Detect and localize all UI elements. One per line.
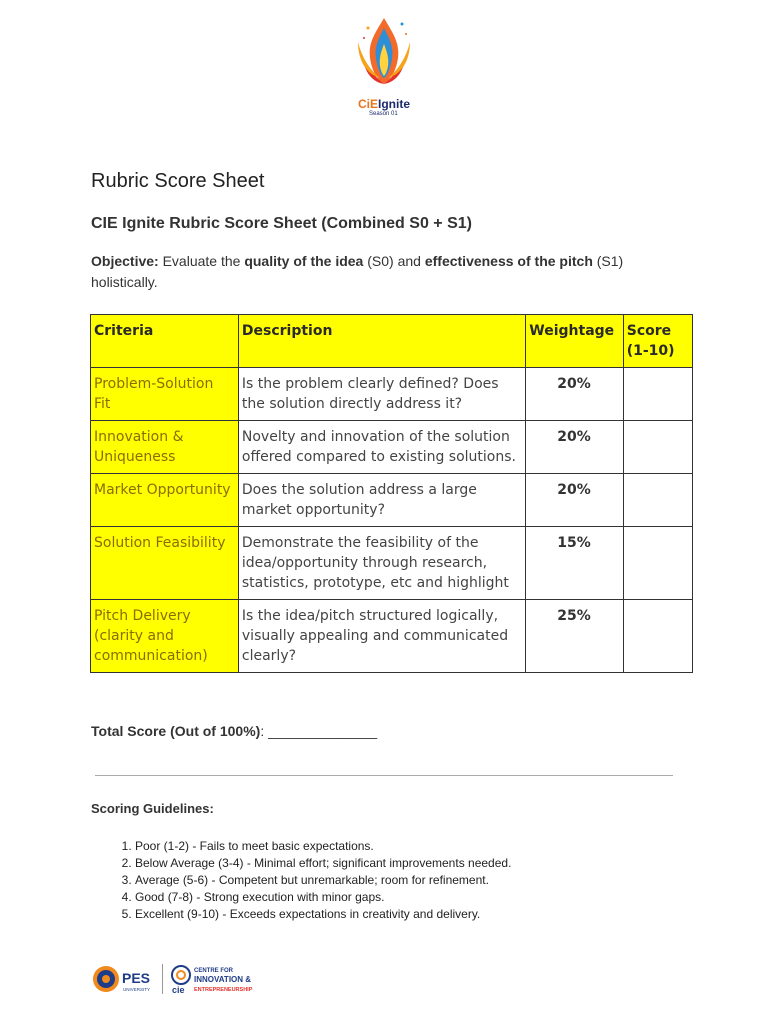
cie-mark: cie (172, 985, 185, 995)
list-item: 5. Excellent (9-10) - Exceeds expectations in creativity and delivery. (135, 906, 511, 923)
criteria-cell: Pitch Delivery (clarity and communication) (91, 600, 239, 673)
cie-line2: INNOVATION & (194, 975, 252, 984)
brand-season: Season 01 (369, 111, 398, 117)
criteria-cell: Market Opportunity (91, 474, 239, 527)
brand-name-part2: Ignite (378, 97, 411, 111)
objective-bold-2: effectiveness of the pitch (424, 253, 593, 269)
score-cell[interactable] (623, 368, 692, 421)
description-cell: Does the solution address a large market opportunity? (238, 474, 525, 527)
weightage-cell: 20% (526, 474, 623, 527)
description-cell: Is the idea/pitch structured logically, visually appealing and communicated clearly? (238, 600, 525, 673)
score-cell[interactable] (623, 474, 692, 527)
flame-icon (352, 14, 416, 94)
criteria-cell: Innovation & Uniqueness (91, 421, 239, 474)
objective-bold-1: quality of the idea (244, 253, 364, 269)
document-subtitle: CIE Ignite Rubric Score Sheet (Combined S0 + S1) (91, 215, 472, 232)
cie-line1: CENTRE FOR (194, 968, 233, 974)
description-cell: Is the problem clearly defined? Does the solution directly address it? (238, 368, 525, 421)
score-cell[interactable] (623, 527, 692, 600)
objective-text-1: Evaluate the (158, 253, 245, 269)
objective-paragraph (91, 251, 671, 293)
score-cell[interactable] (623, 421, 692, 474)
scoring-guidelines-title: Scoring Guidelines: (91, 801, 214, 816)
pes-sub: UNIVERSITY (123, 987, 151, 992)
header-description: Description (238, 315, 525, 368)
header-weightage: Weightage (526, 315, 623, 368)
total-score-label: Total Score (Out of 100%) (91, 723, 261, 739)
total-score-blank[interactable]: : ______________ (260, 723, 378, 739)
weightage-cell: 20% (526, 421, 623, 474)
header-score: Score (1-10) (623, 315, 692, 368)
footer-divider (162, 964, 163, 994)
table-row (91, 474, 693, 527)
brand-name-part1: CiE (358, 97, 379, 111)
table-row (91, 368, 693, 421)
list-item: 1. Poor (1-2) - Fails to meet basic expectations. (135, 838, 511, 855)
cie-line3: ENTREPRENEURSHIP (194, 987, 253, 993)
criteria-cell: Problem-Solution Fit (91, 368, 239, 421)
rubric-table (90, 314, 693, 673)
pes-name: PES (122, 970, 151, 986)
list-item: 3. Average (5-6) - Competent but unremarkable; room for refinement. (135, 872, 511, 889)
weightage-cell: 15% (526, 527, 623, 600)
header-criteria: Criteria (91, 315, 239, 368)
pes-university-logo (92, 962, 156, 996)
table-row (91, 600, 693, 673)
table-row (91, 421, 693, 474)
score-cell[interactable] (623, 600, 692, 673)
objective-label: Objective: (91, 253, 159, 269)
description-cell: Demonstrate the feasibility of the idea/opportunity through research, statistics, prototype, etc and highlight (238, 527, 525, 600)
scoring-guidelines-list (91, 838, 511, 923)
objective-text-2: (S0) and (363, 253, 425, 269)
horizontal-divider (95, 775, 673, 776)
table-header-row (91, 315, 693, 368)
list-item: 4. Good (7-8) - Strong execution with minor gaps. (135, 889, 511, 906)
weightage-cell: 20% (526, 368, 623, 421)
cie-centre-logo (170, 962, 270, 998)
weightage-cell: 25% (526, 600, 623, 673)
total-score-line (91, 723, 377, 739)
description-cell: Novelty and innovation of the solution offered compared to existing solutions. (238, 421, 525, 474)
table-row (91, 527, 693, 600)
document-title: Rubric Score Sheet (91, 170, 265, 192)
criteria-cell: Solution Feasibility (91, 527, 239, 600)
list-item: 2. Below Average (3-4) - Minimal effort; significant improvements needed. (135, 855, 511, 872)
objective-text-3: (S1) holistically. (91, 253, 624, 290)
brand-name (358, 97, 410, 111)
